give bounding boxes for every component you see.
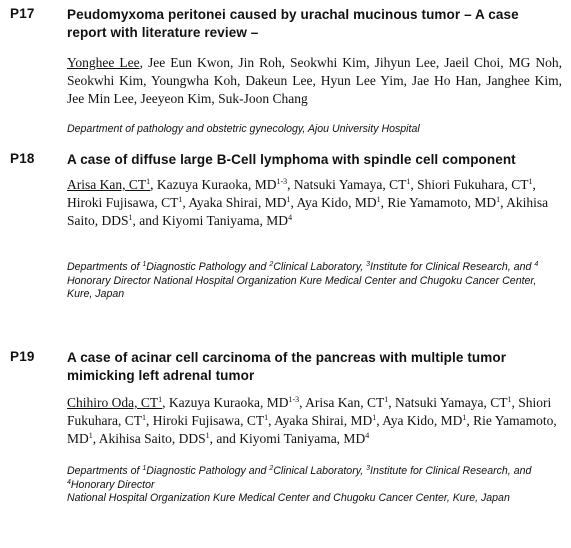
author-name: , Hiroki Fujisawa, CT xyxy=(146,412,265,428)
presenting-author: Chihiro Oda, $CT^1$ xyxy=(67,395,163,410)
abstract-title: A case of diffuse large B-Cell lymphoma with spindle cell component xyxy=(67,152,516,167)
author-affiliation-marker: 1 xyxy=(264,412,269,422)
abstract-code: P18 xyxy=(10,151,35,166)
author-affiliation-marker: 4 xyxy=(288,212,293,222)
author-name: , and Kiyomi Taniyama, MD xyxy=(132,212,289,228)
affiliation: Departments of $^1$Diagnostic Pathology and $^2$Clinical Laboratory, $^3$Institute for Clinical Research, and $^4$Honorary Director National Hospital Organization Kure Medical Center and Chugoku Cancer Center, Kure, Japan xyxy=(67,465,532,505)
abstract-code: P17 xyxy=(10,6,35,21)
author-affiliation-marker: 1 xyxy=(528,177,533,186)
author-name: , Akihisa Saito, DDS xyxy=(92,430,206,446)
author-list xyxy=(67,394,562,447)
author-name: , Kazuya Kuraoka, MD xyxy=(150,177,277,192)
author-affiliation-marker: 1 xyxy=(462,412,467,422)
author-affiliation-marker: 4 xyxy=(365,430,370,440)
author-affiliation-marker: 1 xyxy=(142,412,146,422)
affiliation-marker: 1 xyxy=(142,465,147,472)
affiliation-marker: 3 xyxy=(366,261,371,268)
affiliation-marker: 1 xyxy=(142,261,147,268)
author-name: , Hiroki Fujisawa, CT xyxy=(67,177,536,210)
affiliation-text: Clinical Laboratory, xyxy=(273,465,367,477)
author-name: , Ayaka Shirai, MD xyxy=(268,412,373,428)
abstract-code: P19 xyxy=(10,349,35,364)
affiliation-marker: 2 xyxy=(269,261,274,268)
author-name: , and Kiyomi Taniyama, MD xyxy=(209,430,366,446)
author-name: , Natsuki Yamaya, CT xyxy=(388,395,508,410)
coauthors: , Jee Eun Kwon, Jin Roh, Seokwhi Kim, Jihyun Lee, Jaeil Choi, MG Noh, Seokwhi Kim, Youngwha Koh, Dakeun Lee, Hyun Lee Yim, Jae Ho Han, Janghee Kim, Jee Min Lee, Jeeyeon Kim, Suk-Joon Chang xyxy=(67,55,562,106)
author-affiliation-marker: 1-3 xyxy=(276,177,288,186)
author-name: , Shiori Fukuhara, CT xyxy=(67,395,552,428)
author-name: , Aya Kido, MD xyxy=(376,412,463,428)
affiliation-text: Departments of xyxy=(67,261,143,273)
affiliation-text: Diagnostic Pathology and xyxy=(146,261,270,273)
affiliation-marker: 4 xyxy=(67,478,71,486)
author-affiliation-marker: 1 xyxy=(88,430,93,440)
author-affiliation-marker: 1 xyxy=(128,212,133,222)
author-name: , Rie Yamamoto, MD xyxy=(67,412,557,446)
author-name: , Akihisa Saito, DDS xyxy=(67,194,549,228)
author-affiliation-marker: 1 xyxy=(178,194,183,204)
author-list xyxy=(67,176,562,229)
author-affiliation-marker: 1 xyxy=(496,194,501,204)
affiliation-text: Institute for Clinical Research, and xyxy=(370,465,532,477)
affiliation-text: Departments of xyxy=(67,465,143,477)
author-affiliation-marker: 1 xyxy=(205,430,210,440)
author-affiliation-marker: 1 xyxy=(406,177,411,186)
author-affiliation-marker: 1 xyxy=(384,395,389,404)
affiliation-marker: 2 xyxy=(269,465,274,472)
affiliation-marker: 4 xyxy=(534,261,539,268)
affiliation-text: Institute for Clinical Research, and xyxy=(370,261,535,273)
affiliation: Department of pathology and obstetric gynecology, Ajou University Hospital xyxy=(67,123,420,135)
abstract-title: Peudomyxoma peritonei caused by urachal mucinous tumor – A case report with literature review – xyxy=(67,7,519,40)
author-name: , Kazuya Kuraoka, MD xyxy=(162,395,289,410)
author-name: , Natsuki Yamaya, CT xyxy=(287,177,407,192)
author-list xyxy=(67,54,562,107)
author-affiliation-marker: 1 xyxy=(372,412,377,422)
author-affiliation-marker: 1-3 xyxy=(288,395,300,404)
author-affiliation-marker: 1 xyxy=(286,194,291,204)
affiliation-text: Diagnostic Pathology and xyxy=(146,465,270,477)
presenting-author: Arisa Kan, $CT^1$ xyxy=(67,177,151,192)
author-affiliation-marker: 1 xyxy=(376,194,381,204)
author-name: , Ayaka Shirai, MD xyxy=(182,194,287,210)
author-name: , Arisa Kan, CT xyxy=(299,395,385,410)
author-name: , Aya Kido, MD xyxy=(290,194,377,210)
abstract-title: A case of acinar cell carcinoma of the pancreas with multiple tumor mimicking left adrenal tumor xyxy=(67,350,507,383)
author-affiliation-marker: 1 xyxy=(507,395,512,404)
author-name: , Rie Yamamoto, MD xyxy=(380,194,497,210)
affiliation-marker: 3 xyxy=(366,465,371,472)
affiliation-text: Clinical Laboratory, xyxy=(273,261,367,273)
presenting-author: Yonghee Lee xyxy=(67,55,140,70)
author-name: , Shiori Fukuhara, CT xyxy=(410,177,529,192)
affiliation: Departments of $^1$Diagnostic Pathology and $^2$Clinical Laboratory, $^3$Institute for Clinical Research, and $^4$ Honorary Director National Hospital Organization Kure Medical Center and Chugoku Cancer Center, Kure, Japan xyxy=(67,261,539,301)
